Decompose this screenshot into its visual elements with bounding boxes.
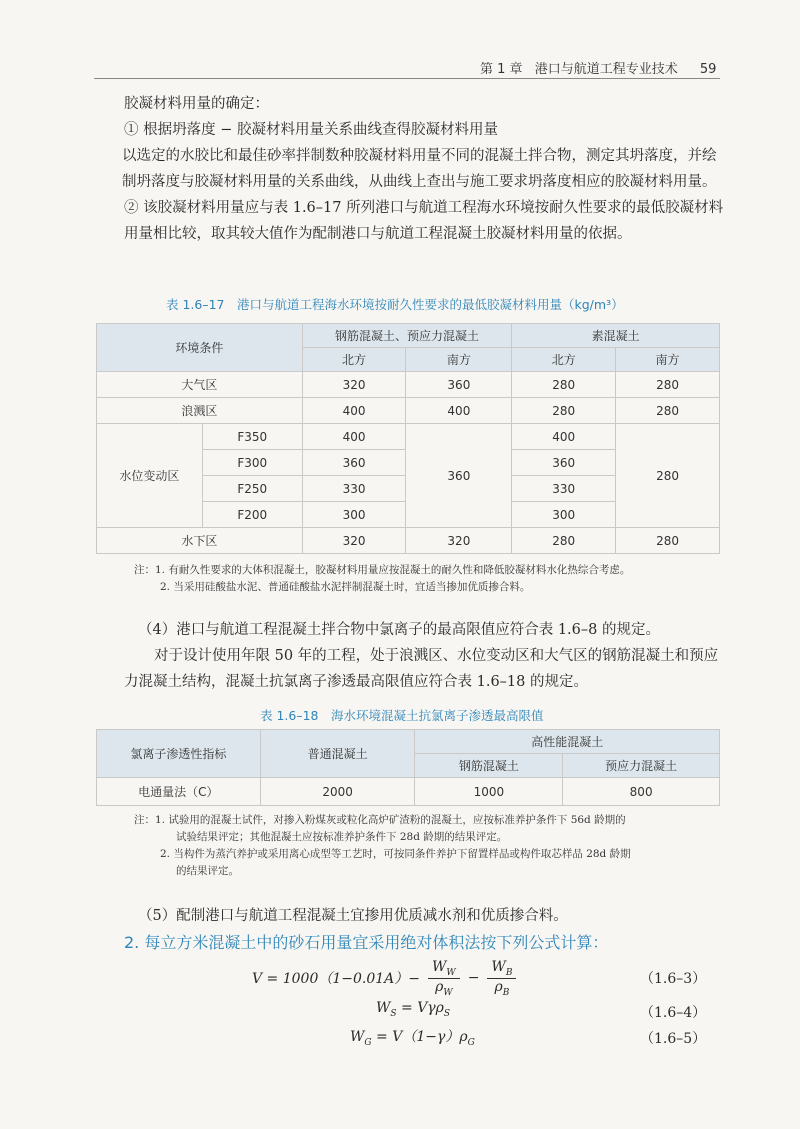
subscript: W xyxy=(446,967,456,978)
cell: 330 xyxy=(512,476,616,502)
cell: 2000 xyxy=(260,778,415,806)
header-plain-north: 北方 xyxy=(512,348,616,372)
note-line: 的结果评定。 xyxy=(176,865,239,877)
cell: 400 xyxy=(302,424,406,450)
subscript: B xyxy=(505,967,513,978)
cell: 320 xyxy=(302,372,406,398)
formula-rhs: = V（1−γ）ρ xyxy=(371,1029,468,1045)
cell: 400 xyxy=(302,398,406,424)
cell: 360 xyxy=(512,450,616,476)
formula-var: W xyxy=(350,1029,365,1045)
note-line: 2. 当采用硅酸盐水泥、普通硅酸盐水泥拌制混凝土时，宜适当掺加优质掺合料。 xyxy=(160,581,531,593)
table-18-notes xyxy=(134,812,734,880)
fraction-numerator: W xyxy=(491,958,506,975)
fraction-denominator: ρ xyxy=(494,978,503,995)
subscript: S xyxy=(390,1008,397,1019)
subscript: S xyxy=(443,1008,451,1019)
cell: 400 xyxy=(512,424,616,450)
formula-var: W xyxy=(376,1000,391,1016)
row-label: 水下区 xyxy=(97,528,303,554)
formula-1-6-3 xyxy=(252,955,524,1001)
header-hpc: 高性能混凝土 xyxy=(415,730,720,754)
running-header xyxy=(480,58,720,77)
header-hpc-rc: 钢筋混凝土 xyxy=(415,754,563,778)
header-rc-north: 北方 xyxy=(302,348,406,372)
row-label: 浪溅区 xyxy=(97,398,303,424)
header-index: 氯离子渗透性指标 xyxy=(97,730,261,778)
table-row xyxy=(97,372,720,398)
para-4-body: 对于设计使用年限 50 年的工程，处于浪溅区、水位变动区和大气区的钢筋混凝土和预应力混凝土结构，混凝土抗氯离子渗透最高限值应符合表 1.6–18 的规定。 xyxy=(124,648,719,690)
table-row xyxy=(97,424,720,450)
intro-heading: 胶凝材料用量的确定： xyxy=(124,96,269,112)
subscript: G xyxy=(467,1037,475,1048)
cell: 280 xyxy=(512,528,616,554)
table-17-caption: 表 1.6–17 港口与航道工程海水环境按耐久性要求的最低胶凝材料用量（kg/m³） xyxy=(166,297,624,312)
cell: 330 xyxy=(302,476,406,502)
section-title: 2. 每立方米混凝土中的砂石用量宜采用绝对体积法按下列公式计算： xyxy=(124,933,609,952)
header-rule xyxy=(94,78,720,79)
note-line: 注：1. 试验用的混凝土试件，对掺入粉煤灰或粒化高炉矿渣粉的混凝土，应按标准养护条件下 56d 龄期的 xyxy=(134,814,626,826)
cell: 320 xyxy=(302,528,406,554)
formula-1-6-4 xyxy=(376,1000,450,1019)
cell: 360 xyxy=(406,372,512,398)
subscript: W xyxy=(443,987,453,998)
fraction xyxy=(487,959,516,998)
para-4-line-1: （4）港口与航道工程混凝土拌合物中氯离子的最高限值应符合表 1.6–8 的规定。 xyxy=(138,622,660,638)
sub-label: F300 xyxy=(202,450,302,476)
note-line: 2. 当构件为蒸汽养护或采用离心成型等工艺时，可按同条件养护下留置样品或构件取芯样品 28d 龄期 xyxy=(160,848,631,860)
intro-text xyxy=(124,91,724,247)
header-normal: 普通混凝土 xyxy=(260,730,415,778)
intro-item-2-body: ② 该胶凝材料用量应与表 1.6–17 所列港口与航道工程海水环境按耐久性要求的最低胶凝材料用量相比较，取其较大值作为配制港口与航道工程混凝土胶凝材料用量的依据。 xyxy=(124,200,724,242)
header-env: 环境条件 xyxy=(97,324,303,372)
row-label: 电通量法（C） xyxy=(97,778,261,806)
minus-sign: − xyxy=(467,970,480,986)
formula-rhs: = Vγρ xyxy=(396,1000,444,1016)
cell: 800 xyxy=(563,778,720,806)
chapter-title: 港口与航道工程专业技术 xyxy=(534,62,678,77)
cell: 280 xyxy=(616,372,720,398)
formula-lhs: V = 1000（1−0.01A）− xyxy=(252,971,421,987)
cell: 400 xyxy=(406,398,512,424)
sub-label: F250 xyxy=(202,476,302,502)
cell: 280 xyxy=(616,398,720,424)
table-18-caption: 表 1.6–18 海水环境混凝土抗氯离子渗透最高限值 xyxy=(260,708,544,723)
note-line: 试验结果评定；其他混凝土应按标准养护条件下 28d 龄期的结果评定。 xyxy=(176,831,508,843)
cell: 280 xyxy=(512,372,616,398)
cell: 360 xyxy=(406,424,512,528)
sub-label: F350 xyxy=(202,424,302,450)
table-row xyxy=(97,528,720,554)
table-row xyxy=(97,778,720,806)
fraction-denominator: ρ xyxy=(435,978,444,995)
cell: 300 xyxy=(512,502,616,528)
intro-item-1-title: ① 根据坍落度 − 胶凝材料用量关系曲线查得胶凝材料用量 xyxy=(124,122,498,138)
equation-number: （1.6–5） xyxy=(640,1031,707,1047)
row-label: 水位变动区 xyxy=(97,424,203,528)
header-rc-south: 南方 xyxy=(406,348,512,372)
header-hpc-pc: 预应力混凝土 xyxy=(563,754,720,778)
table-row xyxy=(97,398,720,424)
table-17 xyxy=(96,323,720,554)
intro-item-1-body: 以选定的水胶比和最佳砂率拌制数种胶凝材料用量不同的混凝土拌合物，测定其坍落度，并绘制坍落度与胶凝材料用量的关系曲线，从曲线上查出与施工要求坍落度相应的胶凝材料用量。 xyxy=(122,148,717,190)
cell: 320 xyxy=(406,528,512,554)
page-number: 59 xyxy=(699,62,717,77)
cell: 280 xyxy=(512,398,616,424)
cell: 300 xyxy=(302,502,406,528)
equation-number: （1.6–3） xyxy=(640,971,707,987)
para-4 xyxy=(124,617,724,695)
cell: 280 xyxy=(616,528,720,554)
chapter-label: 第 1 章 xyxy=(480,62,523,77)
header-rc: 钢筋混凝土、预应力混凝土 xyxy=(302,324,512,348)
para-5: （5）配制港口与航道工程混凝土宜掺用优质减水剂和优质掺合料。 xyxy=(138,908,568,924)
fraction-numerator: W xyxy=(432,958,447,975)
row-label: 大气区 xyxy=(97,372,303,398)
subscript: G xyxy=(364,1037,372,1048)
subscript: B xyxy=(502,987,510,998)
note-line: 注：1. 有耐久性要求的大体积混凝土，胶凝材料用量应按混凝土的耐久性和降低胶凝材料水化热综合考虑。 xyxy=(134,564,631,576)
table-18 xyxy=(96,729,720,806)
fraction xyxy=(428,959,460,998)
cell: 360 xyxy=(302,450,406,476)
header-plain-south: 南方 xyxy=(616,348,720,372)
sub-label: F200 xyxy=(202,502,302,528)
header-plain: 素混凝土 xyxy=(512,324,720,348)
equation-number: （1.6–4） xyxy=(640,1005,707,1021)
cell: 280 xyxy=(616,424,720,528)
table-17-notes xyxy=(134,562,734,596)
formula-1-6-5 xyxy=(350,1026,475,1048)
cell: 1000 xyxy=(415,778,563,806)
